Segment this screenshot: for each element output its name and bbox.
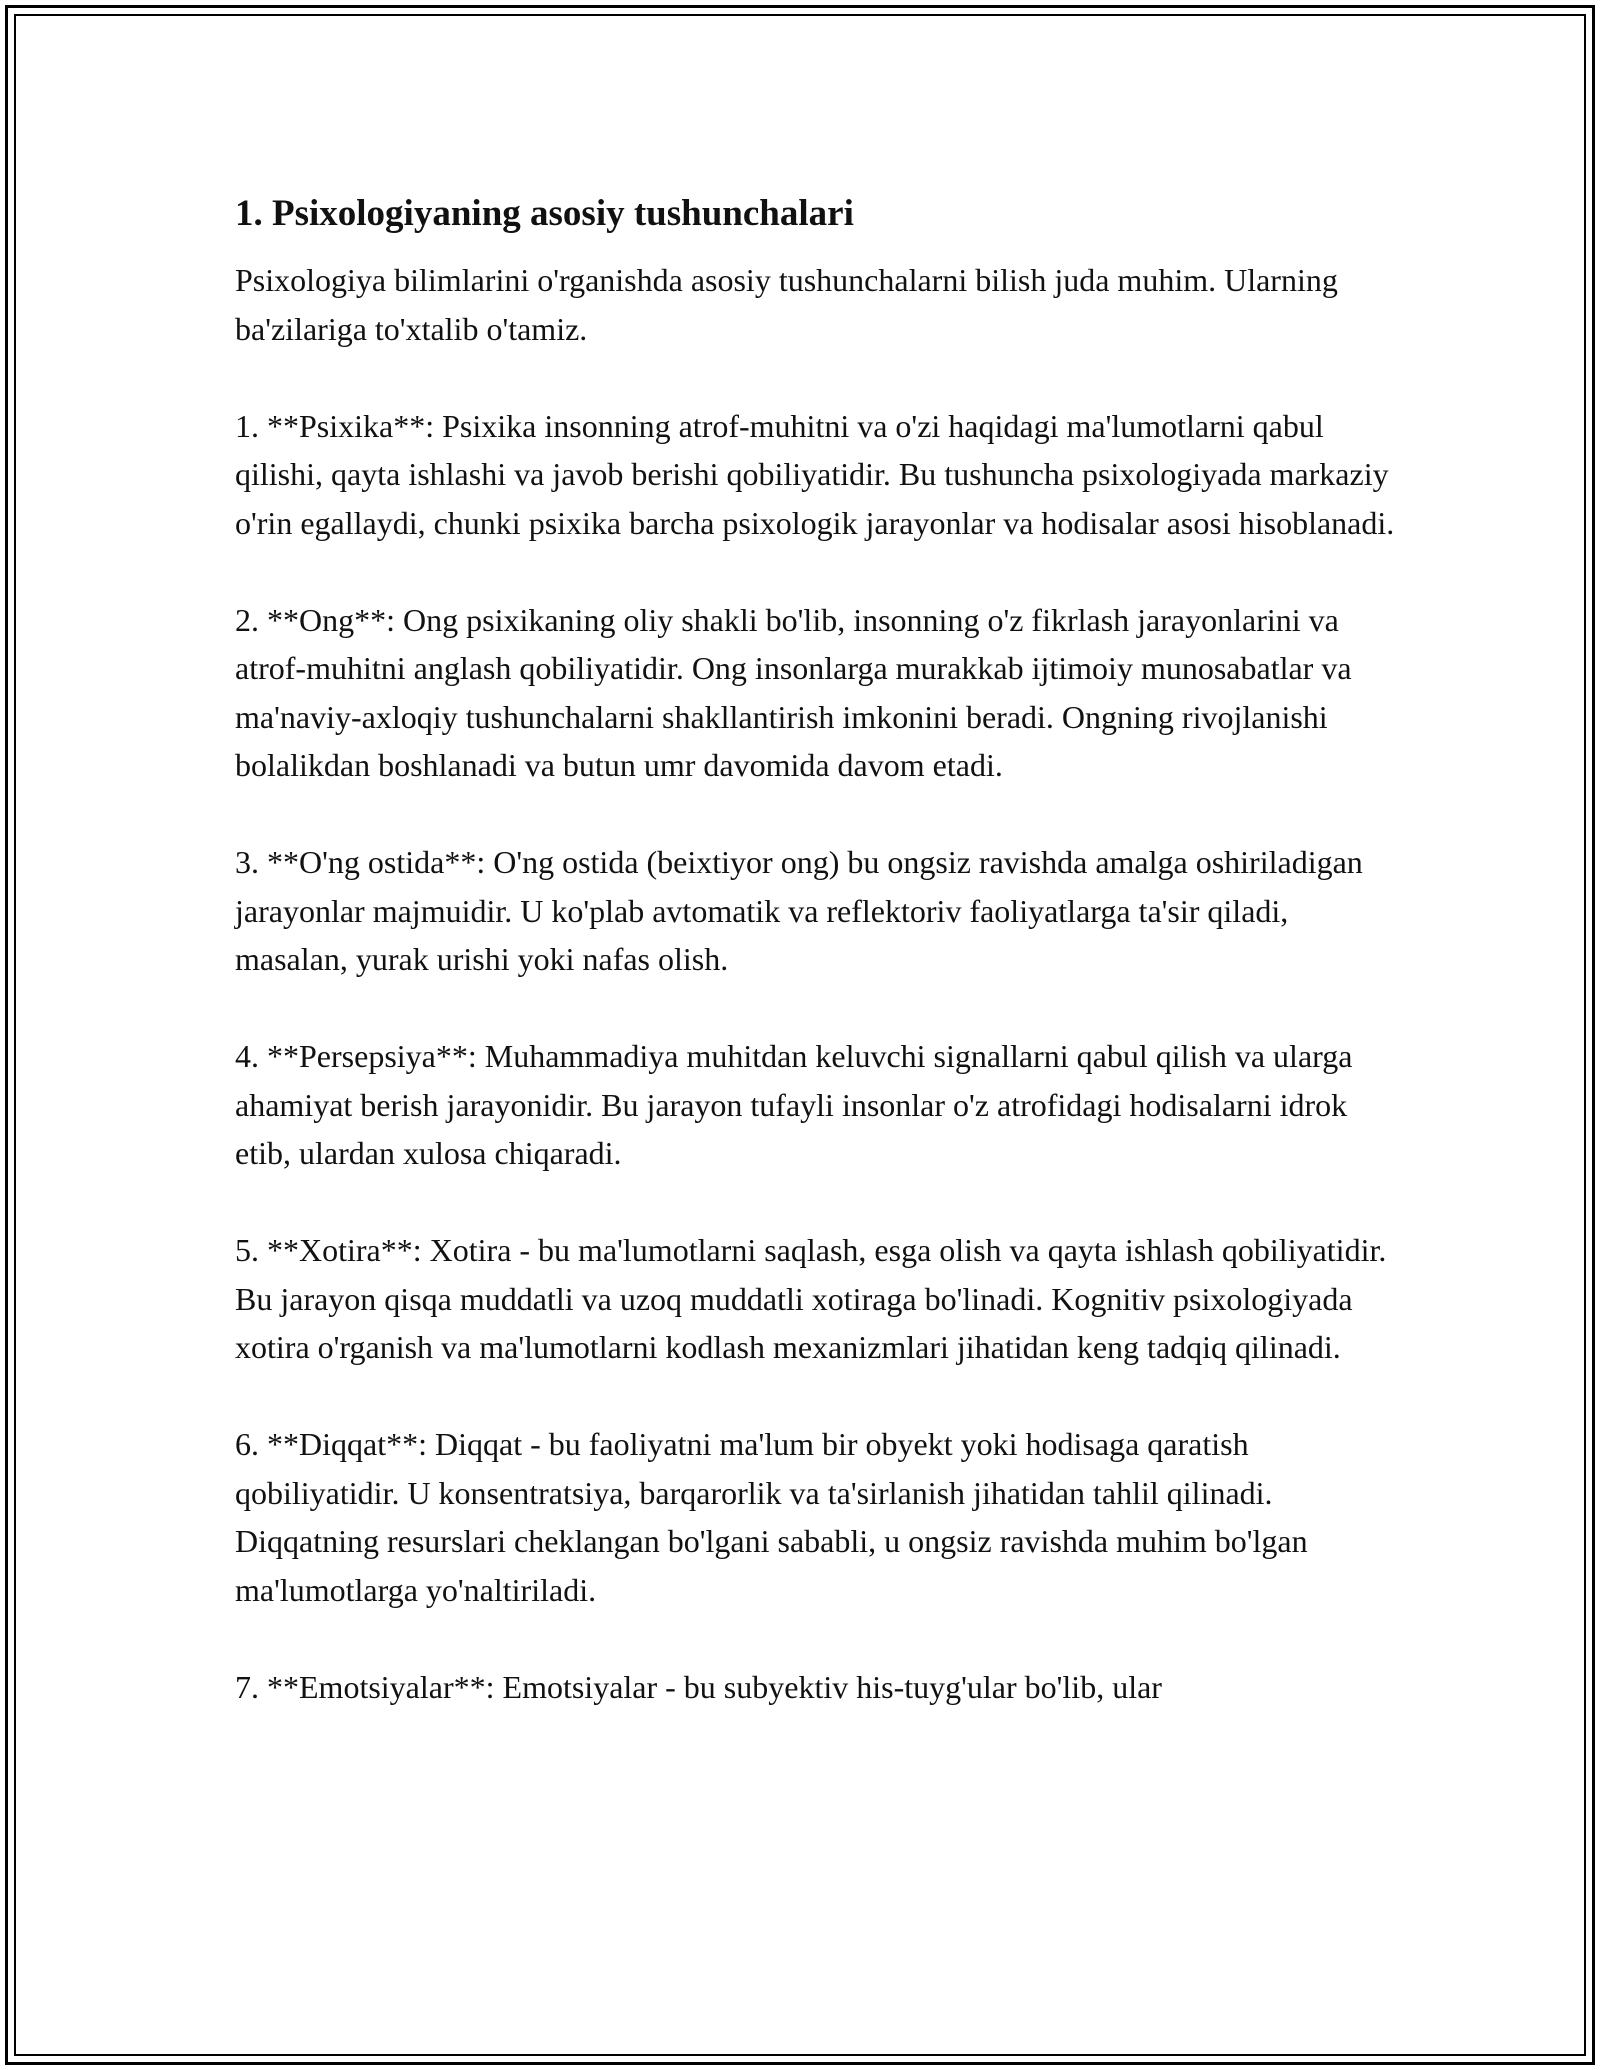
- paragraph-xotira: 5. **Xotira**: Xotira - bu ma'lumotlarni saqlash, esga olish va qayta ishlash qobiliyatidir. Bu jarayon qisqa muddatli va uzoq muddatli xotiraga bo'linadi. Kognitiv psixologiyada xotira o'rganish va ma'lumotlarni kodlash mexanizmlari jihatidan keng tadqiq qilinadi.: [235, 1232, 1387, 1365]
- document-body: [235, 186, 1395, 1760]
- paragraph-psixika: 1. **Psixika**: Psixika insonning atrof-muhitni va o'zi haqidagi ma'lumotlarni qabul qilishi, qayta ishlashi va javob berishi qobiliyatidir. Bu tushuncha psixologiyada markaziy o'rin egallaydi, chunki psixika barcha psixologik jarayonlar va hodisalar asosi hisoblanadi.: [235, 407, 1395, 541]
- paragraph-diqqat: 6. **Diqqat**: Diqqat - bu faoliyatni ma'lum bir obyekt yoki hodisaga qaratish qobiliyatidir. U konsentratsiya, barqarorlik va ta'sirlanish jihatidan tahlil qilinadi. Diqqatning resurslari cheklangan bo'lgani sababli, u ongsiz ravishda muhim bo'lgan ma'lumotlarga yo'naltiriladi.: [235, 1426, 1308, 1608]
- paragraph-ong: 2. **Ong**: Ong psixikaning oliy shakli bo'lib, insonning o'z fikrlash jarayonlarini va atrof-muhitni anglash qobiliyatidir. Ong insonlarga murakkab ijtimoiy munosabatlar va ma'naviy-axloqiy tushunchalarni shakllantirish imkonini beradi. Ongning rivojlanishi bolalikdan boshlanadi va butun umr davomida davom etadi.: [235, 601, 1352, 783]
- paragraph-ong-ostida: 3. **O'ng ostida**: O'ng ostida (beixtiyor ong) bu ongsiz ravishda amalga oshiriladigan jarayonlar majmuidir. U ko'plab avtomatik va reflektoriv faoliyatlarga ta'sir qiladi, masalan, yurak urishi yoki nafas olish.: [235, 844, 1363, 977]
- paragraph-persepsiya: 4. **Persepsiya**: Muhammadiya muhitdan keluvchi signallarni qabul qilish va ularga ahamiyat berish jarayonidir. Bu jarayon tufayli insonlar o'z atrofidagi hodisalarni idrok etib, ulardan xulosa chiqaradi.: [235, 1038, 1353, 1171]
- intro-paragraph: Psixologiya bilimlarini o'rganishda asosiy tushunchalarni bilish juda muhim. Ularning ba'zilariga to'xtalib o'tamiz.: [235, 262, 1338, 347]
- section-heading: 1. Psixologiyaning asosiy tushunchalari: [235, 193, 854, 234]
- paragraph-emotsiyalar: 7. **Emotsiyalar**: Emotsiyalar - bu subyektiv his-tuyg'ular bo'lib, ular: [235, 1668, 1162, 1705]
